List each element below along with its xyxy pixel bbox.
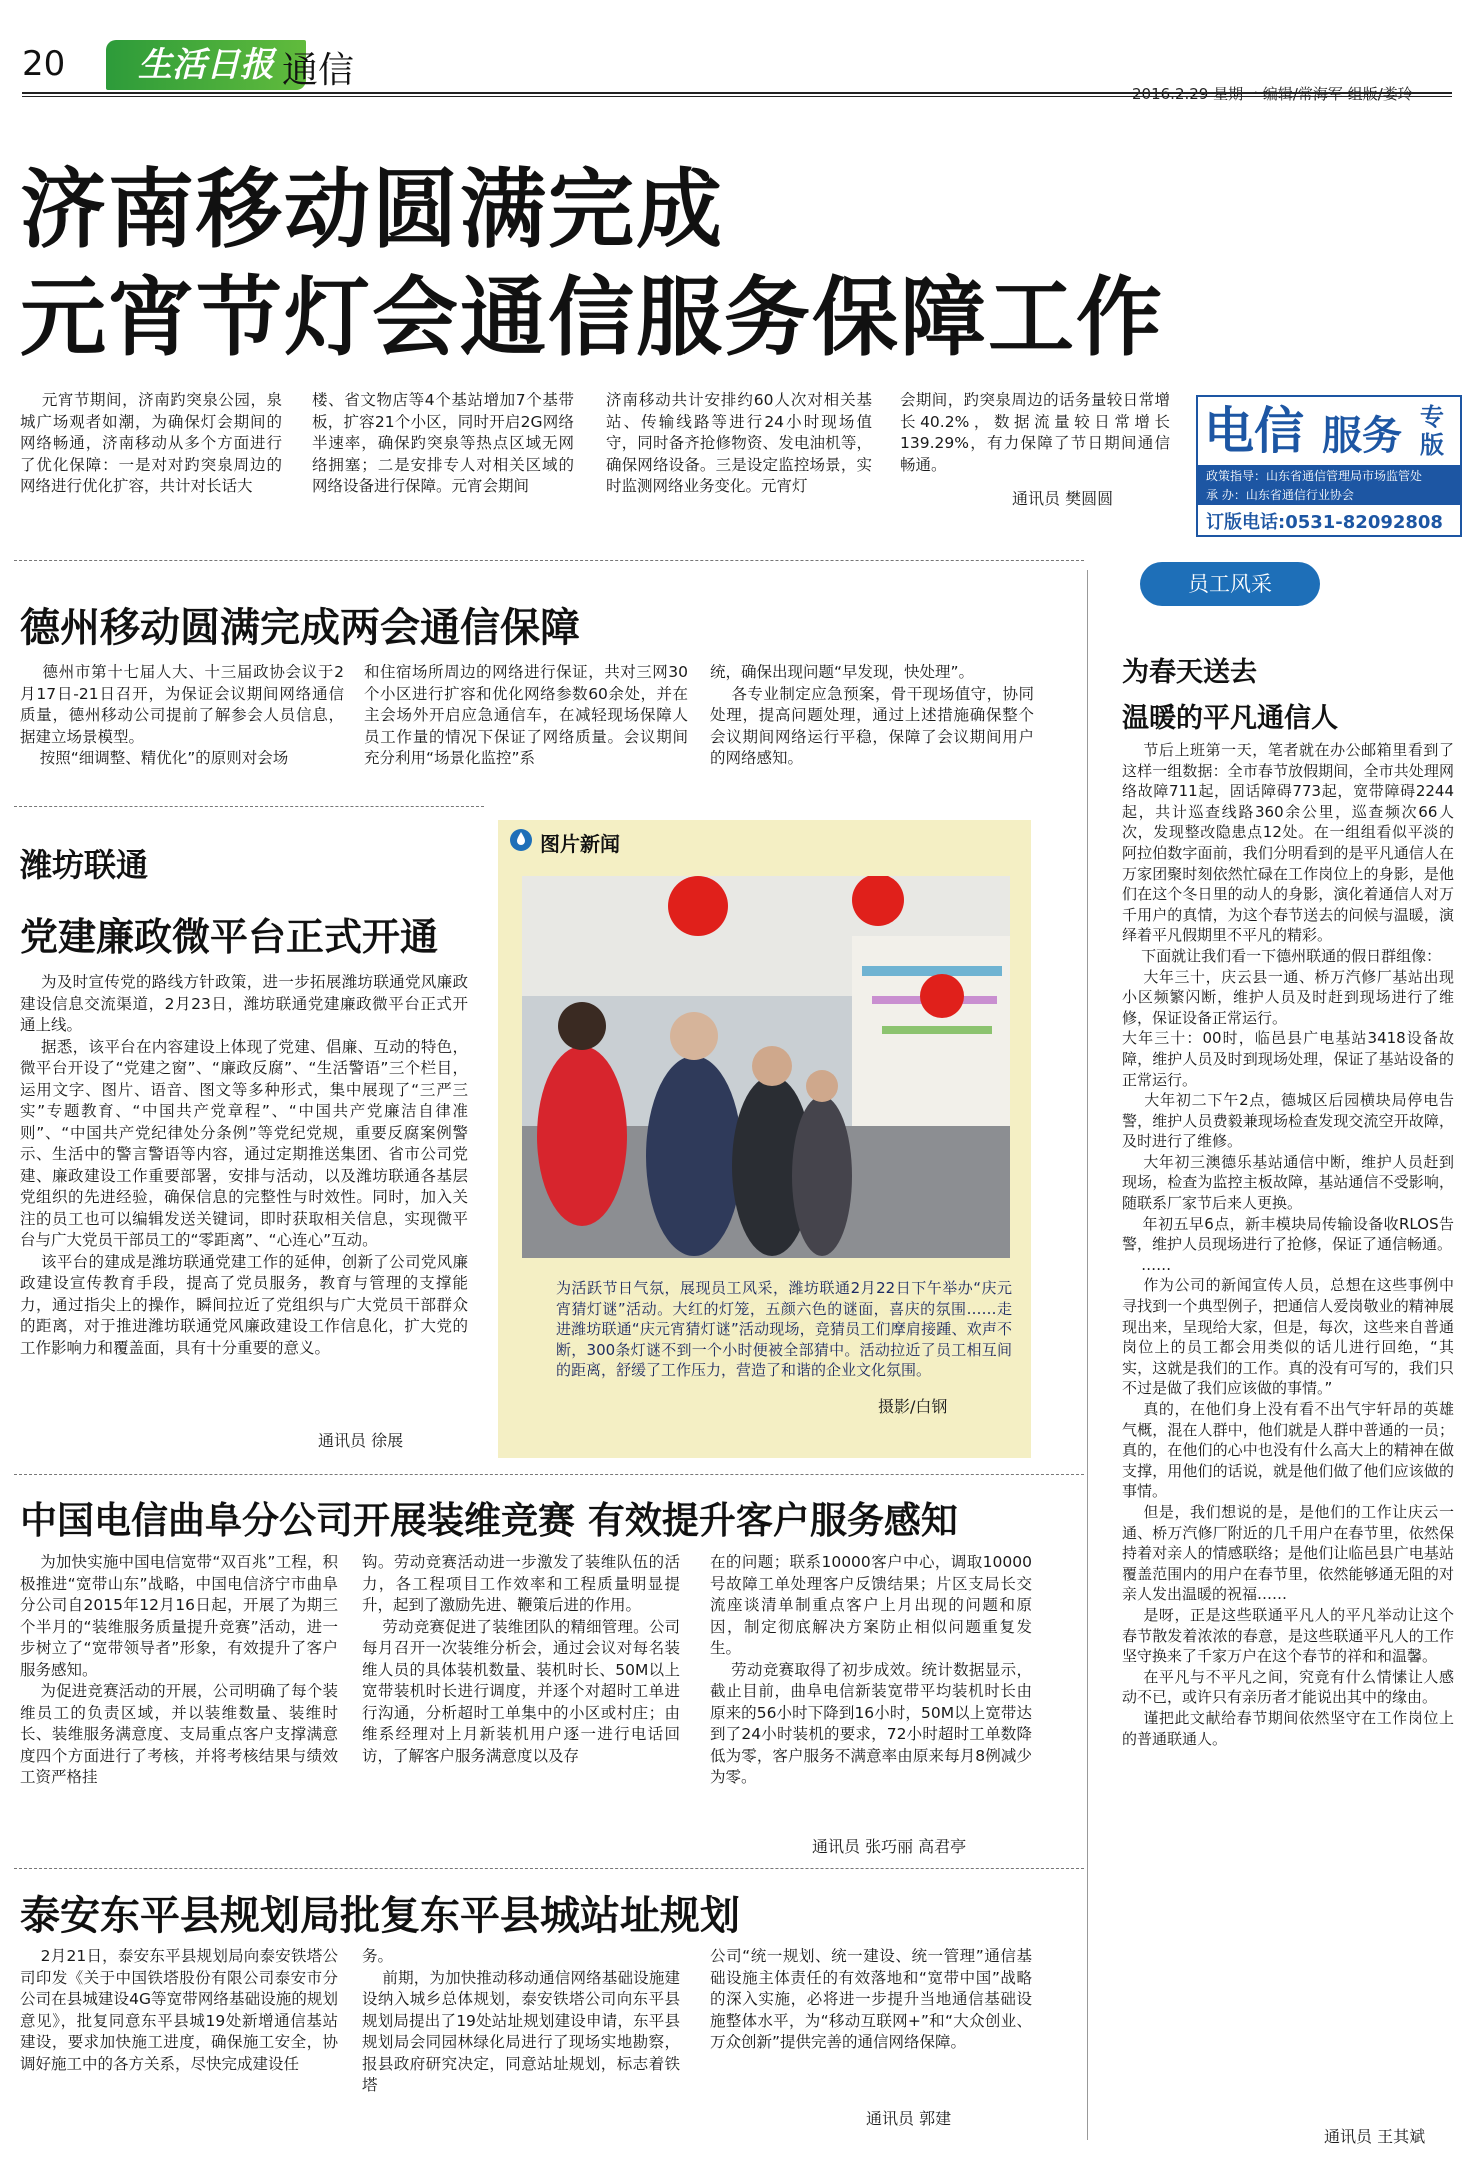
dezhou-col2: 和住宿场所周边的网络进行保证，共对三网30个小区进行扩容和优化网络参数60余处，并在主会场外开启应急通信车，在减轻现场保障人员工作量的情况下保证了网络质量。会议期间充分利用“场景化监控”系 (364, 663, 688, 767)
dezhou-headline: 德州移动圆满完成两会通信保障 (20, 605, 580, 651)
page-number: 20 (22, 44, 66, 84)
weifang-kicker: 潍坊联通 (20, 846, 149, 884)
telecom-organizer: 承 办：山东省通信行业协会 (1206, 488, 1354, 502)
weifang-body: 为及时宣传党的路线方针政策，进一步拓展潍坊联通党风廉政建设信息交流渠道，2月23日，潍坊联通党建廉政微平台正式开通上线。 据悉，该平台在内容建设上体现了党建、倡廉、互动的特色，微平台开设了“党建之窗”、“廉政反腐”、“生活警语”三个栏目，运用文字、图片、语音、图文等多种形式，集中展现了“三严三实”专题教育、“中国共产党章程”、“中国共产党廉洁自律准则”、“中国共产党纪律处分条例”等党纪党规，重要反腐案例警示、生活中的警言警语等内容，通过定期推送集团、省市公司党建、廉政建设工作重要部署，安排与活动，以及潍坊联通各基层党组织的先进经验，确保信息的完整性与时效性。同时，加入关注的员工也可以编辑发送关键词，即时获取相关信息，实现微平台与广大党员干部员工的“零距离”、“心连心”互动。 该平台的建成是潍坊联通党建工作的延伸，创新了公司党风廉政建设宣传教育手段，提高了党员服务，教育与管理的支撑能力，通过指尖上的操作，瞬间拉近了党组织与广大党员干部群众的距离，对于推进潍坊联通党风廉政建设工作信息化，扩大党的工作影响力和覆盖面，具有十分重要的意义。 (20, 973, 468, 1357)
main-article-col4: 会期间，趵突泉周边的话务量较日常增长40.2%，数据流量较日常增长139.29%，有力保障了节日期间通信畅通。 (900, 391, 1170, 474)
photo-news-label: 图片新闻 (540, 832, 620, 856)
header-rule (22, 92, 1452, 94)
qufu-col2: 钩。劳动竞赛活动进一步激发了装维队伍的活力，各工程项目工作效率和工程质量明显提升，起到了激励先进、鞭策后进的作用。 劳动竞赛促进了装维团队的精细管理。公司每月召开一次装维分析会，通过会议对每名装维人员的具体装机数量、装机时长、50M以上宽带装机时长进行调度，并逐个对超时工单进行沟通，分析超时工单集中的小区或村庄；由维系经理对上月新装机用户逐一进行电话回访，了解客户服务满意度以及存 (362, 1553, 680, 1765)
lantern-riddle-photo (522, 876, 1010, 1258)
weifang-headline: 党建廉政微平台正式开通 (20, 915, 439, 959)
telecom-title-small: 服务 (1322, 413, 1402, 459)
sidebar-title-line1: 为春天送去 (1122, 657, 1257, 688)
telecom-badge: 专版 (1420, 403, 1444, 459)
telecom-title-big: 电信 (1204, 402, 1304, 460)
taian-col2: 务。 前期，为加快推动移动通信网络基础设施建设纳入城乡总体规划，泰安铁塔公司向东平县规划局提出了19处站址规划建设申请，东平县规划局会同园林绿化局进行了现场实地勘察，报县政府研究决定，同意站址规划，标志着铁塔 (362, 1947, 680, 2094)
qufu-headline: 中国电信曲阜分公司开展装维竞赛 有效提升客户服务感知 (20, 1499, 958, 1542)
column-divider (1087, 570, 1088, 2140)
divider (14, 560, 1084, 561)
brand-logo: 生活日报 (106, 40, 306, 90)
dezhou-col3: 统，确保出现问题“早发现，快处理”。 各专业制定应急预案，骨干现场值守，协同处理，提高问题处理，通过上述措施确保整个会议期间网络运行平稳，保障了会议期间用户的网络感知。 (710, 663, 1034, 767)
photo-news-credit: 摄影/白钢 (878, 1397, 948, 1416)
photo-news-caption: 为活跃节日气氛，展现员工风采，潍坊联通2月22日下午举办“庆元宵猜灯谜”活动。大红的灯笼，五颜六色的谜面，喜庆的氛围……走进潍坊联通“庆元宵猜灯谜”活动现场，竞猜员工们摩肩接踵、欢声不断，300条灯谜不到一个小时便被全部猜中。活动拉近了员工相互间的距离，舒缓了工作压力，营造了和谐的企业文化氛围。 (556, 1279, 1012, 1379)
telecom-guidance: 政策指导：山东省通信管理局市场监管处 (1206, 469, 1423, 483)
taian-col1: 2月21日，泰安东平县规划局向泰安铁塔公司印发《关于中国铁塔股份有限公司泰安市分公司在县城建设4G等宽带网络基础设施的规划意见》，批复同意东平县城19处新增通信基站建设，要求加快施工进度，确保施工安全，协调好施工中的各方关系，尽快完成建设任 (20, 1947, 338, 2073)
taian-headline: 泰安东平县规划局批复东平县城站址规划 (20, 1893, 740, 1939)
weifang-byline: 通讯员 徐展 (312, 1428, 403, 1451)
main-headline-line1: 济南移动圆满完成 (20, 160, 724, 260)
qufu-col3: 在的问题；联系10000客户中心，调取10000号故障工单处理客户反馈结果；片区支局长交流座谈清单制重点客户上月出现的问题和原因，制定彻底解决方案防止相似问题重复发生。 劳动竞赛取得了初步成效。统计数据显示，截止目前，曲阜电信新装宽带平均装机时长由原来的56小时下降到16小时，50M以上宽带达到了24小时装机的要求，72小时超时工单数降低为零，客户服务不满意率由原来每月8例减少为零。 (710, 1553, 1032, 1786)
sidebar-pill: 员工风采 (1140, 562, 1320, 606)
main-article-col2: 楼、省文物店等4个基站增加7个基带板，扩容21个小区，同时开启2G网络半速率，确保趵突泉等热点区域无网络拥塞；二是安排专人对相关区域的网络设备进行保障。元宵会期间 (312, 391, 574, 495)
main-article-col1: 元宵节期间，济南趵突泉公园，泉城广场观者如潮，为确保灯会期间的网络畅通，济南移动从多个方面进行了优化保障：一是对对趵突泉周边的网络进行优化扩容，共计对长话大 (20, 391, 282, 495)
divider (14, 806, 484, 807)
issue-meta: 2016.2.29 星期一 编辑/常海军 组版/娄玲 (1132, 85, 1413, 103)
header-rule-thin (22, 96, 1452, 97)
telecom-special-box (1196, 395, 1462, 537)
taian-col3: 公司“统一规划、统一建设、统一管理”通信基础设施主体责任的有效落地和“宽带中国”战略的深入实施，必将进一步提升当地通信基础设施整体水平，为“移动互联网+”和“大众创业、万众创新”提供完善的通信网络保障。 (710, 1947, 1032, 2051)
sidebar-byline: 通讯员 王其斌 (1318, 2124, 1425, 2147)
taian-byline: 通讯员 郭建 (866, 2109, 952, 2128)
dezhou-col1: 德州市第十七届人大、十三届政协会议于2月17日-21日召开，为保证会议期间网络通信质量，德州移动公司提前了解参会人员信息，据建立场景模型。 按照“细调整、精优化”的原则对会场 (20, 663, 344, 767)
section-name: 通信 (282, 50, 355, 91)
divider (14, 1868, 1084, 1869)
main-article-col3: 济南移动共计安排约60人次对相关基站、传输线路等进行24小时现场值守，同时备齐抢修物资、发电油机等，确保网络设备。三是设定监控场景，实时监测网络业务变化。元宵灯 (606, 391, 872, 495)
main-headline-line2: 元宵节灯会通信服务保障工作 (20, 268, 1164, 368)
water-drop-icon (508, 826, 534, 852)
telecom-phone: 订版电话:0531-82092808 (1206, 512, 1443, 533)
sidebar-body: 节后上班第一天，笔者就在办公邮箱里看到了这样一组数据：全市春节放假期间，全市共处理网络故障711起，固话障碍773起，宽带障碍2244起，共计巡查线路360余公里，巡查频次66人次，发现整改隐患点12处。在一组组看似平淡的阿拉伯数字面前，我们分明看到的是平凡通信人在万家团聚时刻依然忙碌在工作岗位上的身影，是他们在这个冬日里的动人的身影，演化着通信人对万千用户的真情，为这个春节送去的问候与温暖，演绎着平凡假期里不平凡的精彩。 下面就让我们看一下德州联通的假日群组像： 大年三十，庆云县一通、桥万汽修厂基站出现小区频繁闪断，维护人员及时赶到现场进行了维修，保证设备正常运行。 大年三十：00时，临邑县广电基站3418设备故障，维护人员及时到现场处理，保证了基站设备的正常运行。 大年初二下午2点，德城区后园横块局停电告警，维护人员费毅兼现场检查发现交流空开故障，及时进行了维修。 大年初三澳德乐基站通信中断，维护人员赶到现场，检查为监控主板故障，基站通信不受影响，随联系厂家节后来人更换。 年初五早6点，新丰模块局传输设备收RLOS告警，维护人员现场进行了抢修，保证了通信畅通。 …… 作为公司的新闻宣传人员，总想在这些事例中寻找到一个典型例子，把通信人爱岗敬业的精神展现出来，呈现给大家，但是，每次，这些来自普通岗位上的员工都会用类似的话儿进行回绝，“其实，这就是我们的工作。真的没有可写的，我们只不过是做了我们应该做的事情。” 真的，在他们身上没有看不出气宇轩昂的英雄气概，混在人群中，他们就是人群中普通的一员；真的，在他们的心中也没有什么高大上的精神在做支撑，用他们的话说，就是他们做了他们应该做的事情。 但是，我们想说的是，是他们的工作让庆云一通、桥万汽修厂附近的几千用户在春节里，依然保持着对亲人的情感联络；是他们让临邑县广电基站覆盖范围内的用户在春节里，依然能够通无阻的对亲人发出温暖的祝福…… 是呀，正是这些联通平凡人的平凡举动让这个春节散发着浓浓的春意，是这些联通平凡人的工作坚守换来了千家万户在这个春节的祥和和温馨。 在平凡与不平凡之间，究竟有什么情愫让人感动不已，或许只有亲历者才能说出其中的缘由。 谨把此文献给春节期间依然坚守在工作岗位上的普通联通人。 (1122, 741, 1454, 1748)
sidebar-title-line2: 温暖的平凡通信人 (1122, 703, 1338, 734)
main-article-byline: 通讯员 樊圆圆 (1012, 489, 1114, 508)
divider (14, 1474, 1084, 1475)
qufu-col1: 为加快实施中国电信宽带“双百兆”工程，积极推进“宽带山东”战略，中国电信济宁市曲阜分公司自2015年12月16日起，开展了为期三个半月的“装维服务质量提升竞赛”活动，进一步树立了“宽带领导者”形象，有效提升了客户服务感知。 为促进竞赛活动的开展，公司明确了每个装维员工的负责区域，并以装维数量、装维时长、装维服务满意度、支局重点客户支撑满意度四个方面进行了考核，并将考核结果与绩效工资严格挂 (20, 1553, 338, 1786)
qufu-byline: 通讯员 张巧丽 高君亭 (812, 1837, 967, 1856)
